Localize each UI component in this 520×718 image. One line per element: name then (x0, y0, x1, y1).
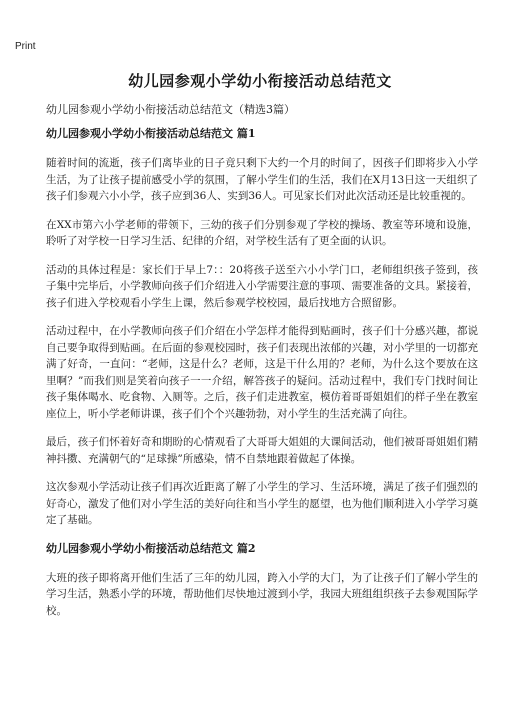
paragraph: 活动过程中，在小学教师向孩子们介绍在小学怎样才能得到贴画时，孩子们十分感兴趣，都说自己要争取得到贴画。在后面的参观校园时，孩子们表现出浓郁的兴趣，对小学里的一切都充满了好奇，一直问：“老师，这是什么？老师，这是干什么用的？老师，为什么这个要放在这里啊？”而我们则是笑着向孩子一一介绍，解答孩子的疑问。活动过程中，我们专门找时间让孩子集体喝水、吃食物、入厕等。之后，孩子们走进教室，模仿着哥哥姐姐们的样子坐在教室座位上，听小学老师讲课，孩子们个个兴趣勃勃，对小学生的生活充满了向往。 (46, 325, 478, 420)
paragraph: 这次参观小学活动让孩子们再次近距离了解了小学生的学习、生活环境，满足了孩子们强烈的好奇心，激发了他们对小学生活的美好向往和当小学生的愿望，也为他们顺利进入小学学习奠定了基础。 (46, 481, 478, 526)
document-subtitle: 幼儿园参观小学幼小衔接活动总结范文（精选3篇） (46, 103, 295, 116)
section-heading-1: 幼儿园参观小学幼小衔接活动总结范文 篇1 (46, 127, 256, 140)
print-label[interactable]: Print (15, 41, 36, 52)
paragraph: 随着时间的流逝，孩子们离毕业的日子竟只剩下大约一个月的时间了，因孩子们即将步入小学生活，为了让孩子提前感受小学的氛围，了解小学生们的生活，我们在X月13日这一天组织了孩子们参观六小小学，孩子应到36人、实到36人。可见家长们对此次活动还是比较重视的。 (46, 157, 478, 202)
document-title: 幼儿园参观小学幼小衔接活动总结范文 (128, 72, 392, 90)
paragraph: 活动的具体过程是：家长们于早上7：：20将孩子送至六小小学门口，老师组织孩子签到，孩子集中完毕后，小学教师向孩子们介绍进入小学需要注意的事项、需要准备的文具。紧接着，孩子们进入学校观看小学生上课，然后参观学校校园，最后找地方合照留影。 (46, 263, 478, 309)
paragraph: 大班的孩子即将离开他们生活了三年的幼儿园，跨入小学的大门，为了让孩子们了解小学生的学习生活，熟悉小学的环境，帮助他们尽快地过渡到小学，我园大班组组织孩子去参观国际学校。 (46, 571, 478, 617)
paragraph: 最后，孩子们怀着好奇和期盼的心情观看了大哥哥大姐姐的大课间活动，他们被哥哥姐姐们精神抖擞、充满朝气的“足球操”所感染，情不自禁地跟着做起了体操。 (46, 436, 478, 465)
section-heading-2: 幼儿园参观小学幼小衔接活动总结范文 篇2 (46, 541, 256, 555)
document-body (46, 126, 478, 631)
paragraph: 在XX市第六小学老师的带领下，三幼的孩子们分别参观了学校的操场、教室等环境和设施，聆听了对学校一日学习生活、纪律的介绍，对学校生活有了更全面的认识。 (46, 218, 478, 247)
